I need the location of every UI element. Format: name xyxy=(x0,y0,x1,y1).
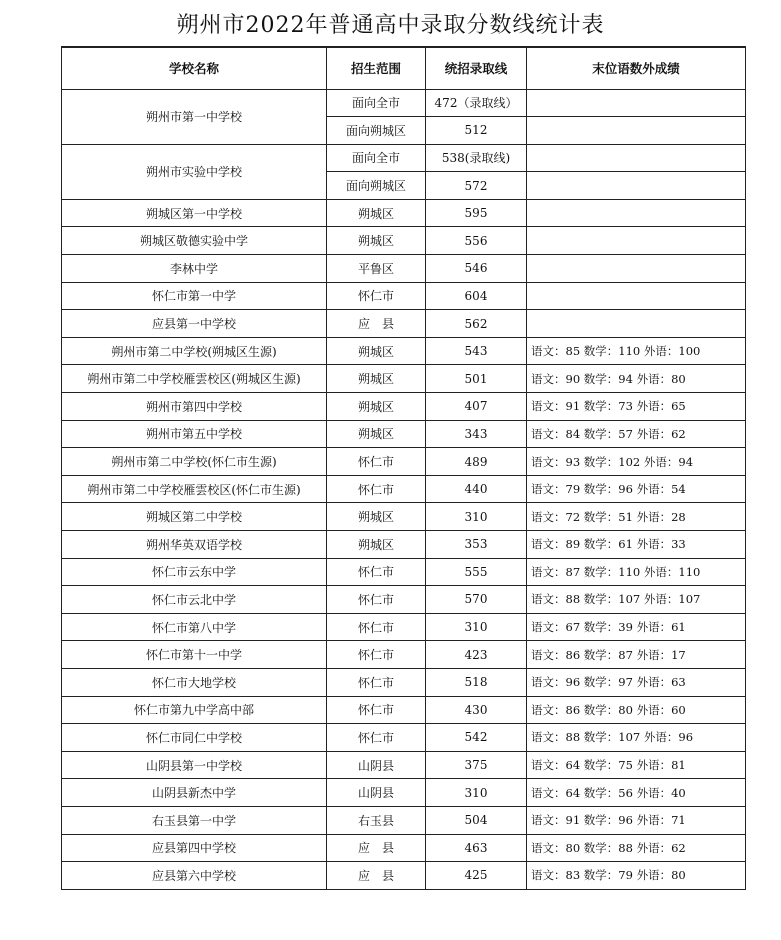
school-name: 朔城区敬德实验中学 xyxy=(62,227,327,255)
table-row xyxy=(62,668,746,696)
admission-range: 应 县 xyxy=(327,834,426,862)
school-name: 朔城区第二中学校 xyxy=(62,503,327,531)
admission-range: 朔城区 xyxy=(327,227,426,255)
admission-range: 朔城区 xyxy=(327,199,426,227)
admission-range: 山阴县 xyxy=(327,779,426,807)
admission-range: 面向朔城区 xyxy=(327,117,426,145)
admission-score: 556 xyxy=(426,227,527,255)
last-grades: 语文：64 数学：56 外语：40 xyxy=(527,779,746,807)
last-grades xyxy=(527,310,746,338)
admission-range: 朔城区 xyxy=(327,393,426,421)
table-row xyxy=(62,365,746,393)
school-name: 山阴县第一中学校 xyxy=(62,751,327,779)
last-grades: 语文：93 数学：102 外语：94 xyxy=(527,448,746,476)
table-row xyxy=(62,420,746,448)
school-name: 朔州市第一中学校 xyxy=(62,89,327,144)
last-grades: 语文：89 数学：61 外语：33 xyxy=(527,531,746,559)
last-grades xyxy=(527,282,746,310)
table-row xyxy=(62,393,746,421)
admission-score: 518 xyxy=(426,668,527,696)
school-name: 李林中学 xyxy=(62,255,327,283)
header-school: 学校名称 xyxy=(62,47,327,89)
admission-range: 怀仁市 xyxy=(327,586,426,614)
admission-range: 朔城区 xyxy=(327,365,426,393)
admission-range: 怀仁市 xyxy=(327,448,426,476)
admission-range: 怀仁市 xyxy=(327,558,426,586)
school-name: 山阴县新杰中学 xyxy=(62,779,327,807)
school-name: 朔州市第二中学校(怀仁市生源) xyxy=(62,448,327,476)
admission-range: 朔城区 xyxy=(327,337,426,365)
admission-score: 310 xyxy=(426,503,527,531)
table-row xyxy=(62,724,746,752)
last-grades: 语文：79 数学：96 外语：54 xyxy=(527,475,746,503)
admission-score: 407 xyxy=(426,393,527,421)
admission-score: 562 xyxy=(426,310,527,338)
admission-range: 怀仁市 xyxy=(327,724,426,752)
table-row xyxy=(62,282,746,310)
header-grades: 末位语数外成绩 xyxy=(527,47,746,89)
last-grades xyxy=(527,144,746,172)
last-grades: 语文：67 数学：39 外语：61 xyxy=(527,613,746,641)
admission-score: 310 xyxy=(426,613,527,641)
admission-range: 朔城区 xyxy=(327,531,426,559)
last-grades: 语文：72 数学：51 外语：28 xyxy=(527,503,746,531)
last-grades: 语文：91 数学：73 外语：65 xyxy=(527,393,746,421)
table-row xyxy=(62,586,746,614)
admission-score: 440 xyxy=(426,475,527,503)
table-header xyxy=(62,47,746,89)
table-body xyxy=(62,89,746,889)
last-grades xyxy=(527,227,746,255)
admission-score: 501 xyxy=(426,365,527,393)
admission-score: 430 xyxy=(426,696,527,724)
admission-range: 面向全市 xyxy=(327,144,426,172)
school-name: 怀仁市第八中学 xyxy=(62,613,327,641)
score-table xyxy=(61,46,746,890)
admission-score: 572 xyxy=(426,172,527,200)
school-name: 朔州市第二中学校雁雲校区(怀仁市生源) xyxy=(62,475,327,503)
admission-score: 546 xyxy=(426,255,527,283)
admission-score: 604 xyxy=(426,282,527,310)
table-row xyxy=(62,448,746,476)
last-grades xyxy=(527,199,746,227)
last-grades: 语文：86 数学：80 外语：60 xyxy=(527,696,746,724)
admission-score: 595 xyxy=(426,199,527,227)
admission-score: 472（录取线） xyxy=(426,89,527,117)
last-grades: 语文：88 数学：107 外语：107 xyxy=(527,586,746,614)
table-row xyxy=(62,337,746,365)
table-row xyxy=(62,806,746,834)
table-row xyxy=(62,531,746,559)
last-grades: 语文：88 数学：107 外语：96 xyxy=(527,724,746,752)
school-name: 朔州市第二中学校(朔城区生源) xyxy=(62,337,327,365)
admission-range: 山阴县 xyxy=(327,751,426,779)
last-grades: 语文：84 数学：57 外语：62 xyxy=(527,420,746,448)
last-grades: 语文：83 数学：79 外语：80 xyxy=(527,862,746,890)
school-name: 怀仁市第十一中学 xyxy=(62,641,327,669)
table-row xyxy=(62,475,746,503)
school-name: 怀仁市云北中学 xyxy=(62,586,327,614)
last-grades: 语文：90 数学：94 外语：80 xyxy=(527,365,746,393)
last-grades xyxy=(527,89,746,117)
school-name: 朔州市第四中学校 xyxy=(62,393,327,421)
school-name: 朔州市第五中学校 xyxy=(62,420,327,448)
admission-range: 平鲁区 xyxy=(327,255,426,283)
last-grades: 语文：86 数学：87 外语：17 xyxy=(527,641,746,669)
school-name: 右玉县第一中学 xyxy=(62,806,327,834)
last-grades xyxy=(527,172,746,200)
table-row xyxy=(62,89,746,117)
last-grades: 语文：64 数学：75 外语：81 xyxy=(527,751,746,779)
school-name: 怀仁市同仁中学校 xyxy=(62,724,327,752)
table-row xyxy=(62,834,746,862)
header-row xyxy=(62,47,746,89)
admission-range: 怀仁市 xyxy=(327,282,426,310)
admission-range: 怀仁市 xyxy=(327,641,426,669)
school-name: 朔州华英双语学校 xyxy=(62,531,327,559)
school-name: 怀仁市第九中学高中部 xyxy=(62,696,327,724)
admission-score: 310 xyxy=(426,779,527,807)
header-score: 统招录取线 xyxy=(426,47,527,89)
school-name: 应县第六中学校 xyxy=(62,862,327,890)
school-name: 应县第一中学校 xyxy=(62,310,327,338)
school-name: 怀仁市云东中学 xyxy=(62,558,327,586)
admission-score: 353 xyxy=(426,531,527,559)
school-name: 朔州市第二中学校雁雲校区(朔城区生源) xyxy=(62,365,327,393)
admission-range: 应 县 xyxy=(327,862,426,890)
admission-range: 怀仁市 xyxy=(327,696,426,724)
school-name: 朔州市实验中学校 xyxy=(62,144,327,199)
admission-score: 504 xyxy=(426,806,527,834)
table-row xyxy=(62,199,746,227)
last-grades: 语文：87 数学：110 外语：110 xyxy=(527,558,746,586)
table-row xyxy=(62,558,746,586)
admission-range: 朔城区 xyxy=(327,420,426,448)
admission-range: 怀仁市 xyxy=(327,475,426,503)
table-row xyxy=(62,310,746,338)
table-row xyxy=(62,503,746,531)
table-row xyxy=(62,862,746,890)
admission-score: 555 xyxy=(426,558,527,586)
admission-score: 489 xyxy=(426,448,527,476)
table-row xyxy=(62,641,746,669)
table-row xyxy=(62,696,746,724)
admission-range: 怀仁市 xyxy=(327,613,426,641)
last-grades: 语文：91 数学：96 外语：71 xyxy=(527,806,746,834)
table-row xyxy=(62,255,746,283)
admission-range: 怀仁市 xyxy=(327,668,426,696)
admission-range: 朔城区 xyxy=(327,503,426,531)
page-title: 朔州市2022年普通高中录取分数线统计表 xyxy=(176,13,605,38)
admission-score: 423 xyxy=(426,641,527,669)
admission-range: 应 县 xyxy=(327,310,426,338)
table-row xyxy=(62,613,746,641)
table-row xyxy=(62,779,746,807)
last-grades: 语文：96 数学：97 外语：63 xyxy=(527,668,746,696)
admission-score: 425 xyxy=(426,862,527,890)
admission-range: 面向全市 xyxy=(327,89,426,117)
admission-score: 512 xyxy=(426,117,527,145)
school-name: 怀仁市大地学校 xyxy=(62,668,327,696)
admission-range: 右玉县 xyxy=(327,806,426,834)
school-name: 应县第四中学校 xyxy=(62,834,327,862)
admission-score: 538(录取线) xyxy=(426,144,527,172)
last-grades: 语文：80 数学：88 外语：62 xyxy=(527,834,746,862)
admission-score: 543 xyxy=(426,337,527,365)
table-row xyxy=(62,227,746,255)
school-name: 怀仁市第一中学 xyxy=(62,282,327,310)
admission-range: 面向朔城区 xyxy=(327,172,426,200)
last-grades: 语文：85 数学：110 外语：100 xyxy=(527,337,746,365)
admission-score: 343 xyxy=(426,420,527,448)
admission-score: 570 xyxy=(426,586,527,614)
header-range: 招生范围 xyxy=(327,47,426,89)
admission-score: 463 xyxy=(426,834,527,862)
table-row xyxy=(62,144,746,172)
school-name: 朔城区第一中学校 xyxy=(62,199,327,227)
table-row xyxy=(62,751,746,779)
admission-score: 375 xyxy=(426,751,527,779)
last-grades xyxy=(527,255,746,283)
last-grades xyxy=(527,117,746,145)
admission-score: 542 xyxy=(426,724,527,752)
